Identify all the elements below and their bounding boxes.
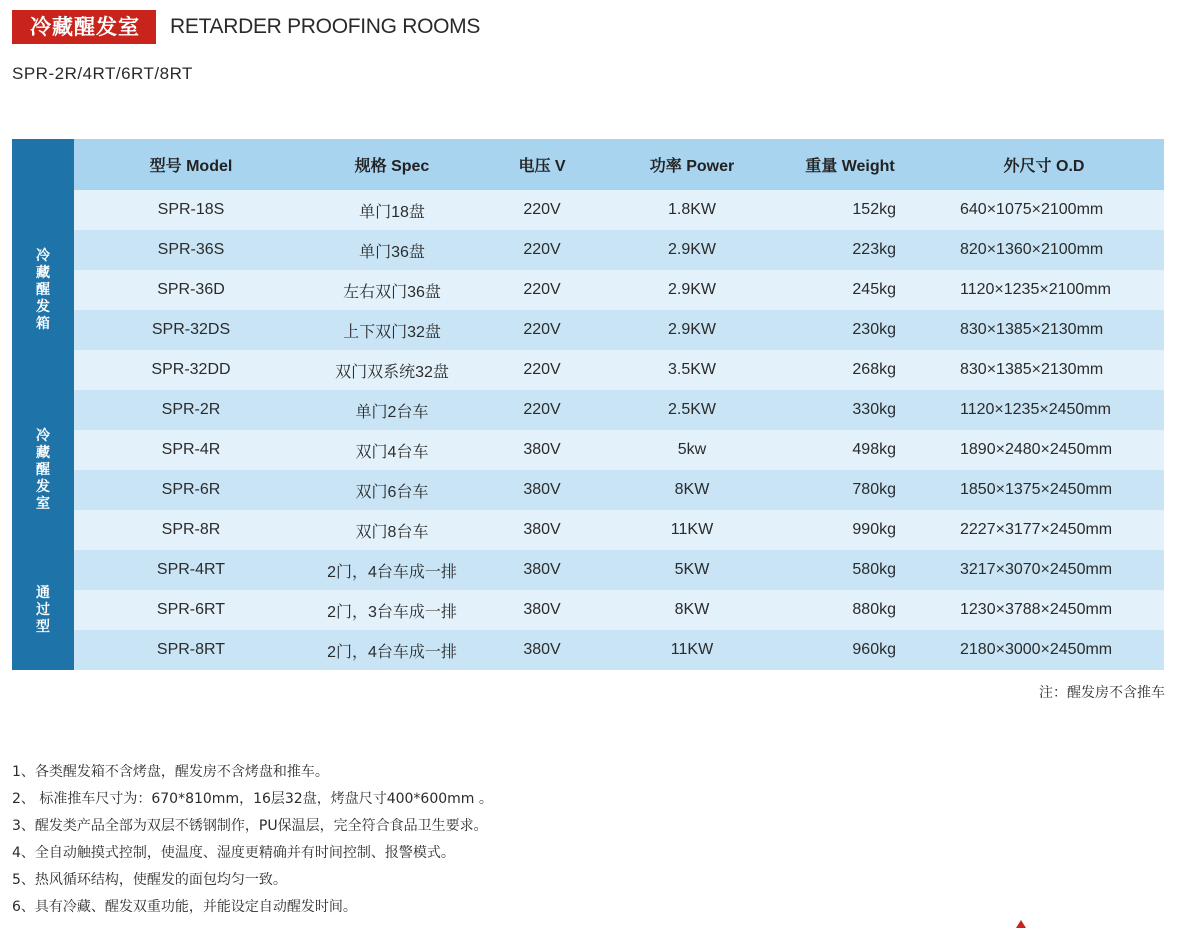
weight-cell: 230kg [776, 310, 924, 350]
note-item: 3、醒发类产品全部为双层不锈钢制作，PU保温层，完全符合食品卫生要求。 [12, 818, 488, 834]
weight-cell: 245kg [776, 270, 924, 310]
voltage-cell: 220V [476, 190, 608, 230]
spec-cell: 2门，4台车成一排 [308, 630, 476, 670]
model-cell: SPR-8RT [74, 630, 308, 670]
weight-cell: 990kg [776, 510, 924, 550]
spec-table [12, 139, 1164, 670]
dimensions-cell: 2180×3000×2450mm [924, 630, 1164, 670]
spec-cell: 单门2台车 [308, 390, 476, 430]
group-label [12, 550, 74, 670]
table-row [12, 510, 1164, 550]
table-row [12, 550, 1164, 590]
group-label [12, 190, 74, 390]
header-corner [12, 139, 74, 190]
notes-list [12, 762, 493, 924]
page-title-cn: 冷藏醒发室 [12, 10, 156, 44]
weight-cell: 960kg [776, 630, 924, 670]
model-cell: SPR-36S [74, 230, 308, 270]
column-header: 外尺寸 O.D [924, 139, 1164, 190]
column-header: 电压 V [476, 139, 608, 190]
spec-cell: 左右双门36盘 [308, 270, 476, 310]
weight-cell: 780kg [776, 470, 924, 510]
model-cell: SPR-32DS [74, 310, 308, 350]
weight-cell: 880kg [776, 590, 924, 630]
group-label-text: 冷藏醒发箱 [36, 247, 50, 332]
table-row [12, 470, 1164, 510]
power-cell: 2.9KW [608, 270, 776, 310]
power-cell: 8KW [608, 590, 776, 630]
page-title-en: RETARDER PROOFING ROOMS [170, 15, 481, 38]
power-cell: 5kw [608, 430, 776, 470]
dimensions-cell: 640×1075×2100mm [924, 190, 1164, 230]
model-cell: SPR-32DD [74, 350, 308, 390]
dimensions-cell: 1120×1235×2450mm [924, 390, 1164, 430]
table-row [12, 390, 1164, 430]
model-cell: SPR-4R [74, 430, 308, 470]
table-row [12, 230, 1164, 270]
voltage-cell: 380V [476, 430, 608, 470]
group-label [12, 390, 74, 550]
note-item: 5、热风循环结构，使醒发的面包均匀一致。 [12, 872, 287, 888]
note-item: 6、具有冷藏、醒发双重功能，并能设定自动醒发时间。 [12, 899, 357, 915]
power-cell: 5KW [608, 550, 776, 590]
spec-cell: 双门双系统32盘 [308, 350, 476, 390]
weight-cell: 580kg [776, 550, 924, 590]
column-header: 型号 Model [74, 139, 308, 190]
weight-cell: 223kg [776, 230, 924, 270]
dimensions-cell: 1230×3788×2450mm [924, 590, 1164, 630]
table-header-row [12, 139, 1164, 190]
voltage-cell: 380V [476, 470, 608, 510]
model-cell: SPR-36D [74, 270, 308, 310]
table-row [12, 350, 1164, 390]
table-row [12, 190, 1164, 230]
voltage-cell: 220V [476, 390, 608, 430]
note-item: 1、各类醒发箱不含烤盘，醒发房不含烤盘和推车。 [12, 764, 329, 780]
column-header: 重量 Weight [776, 139, 924, 190]
voltage-cell: 220V [476, 270, 608, 310]
dimensions-cell: 1120×1235×2100mm [924, 270, 1164, 310]
model-cell: SPR-4RT [74, 550, 308, 590]
power-cell: 2.5KW [608, 390, 776, 430]
dimensions-cell: 1890×2480×2450mm [924, 430, 1164, 470]
group-label-text: 通过型 [36, 584, 50, 635]
footnote: 注：醒发房不含推车 [1039, 685, 1165, 701]
dimensions-cell: 3217×3070×2450mm [924, 550, 1164, 590]
spec-cell: 双门6台车 [308, 470, 476, 510]
table-row [12, 270, 1164, 310]
spec-cell: 单门36盘 [308, 230, 476, 270]
voltage-cell: 380V [476, 550, 608, 590]
voltage-cell: 380V [476, 590, 608, 630]
power-cell: 1.8KW [608, 190, 776, 230]
voltage-cell: 380V [476, 510, 608, 550]
model-cell: SPR-18S [74, 190, 308, 230]
table-row [12, 430, 1164, 470]
note-item: 4、全自动触摸式控制，使温度、湿度更精确并有时间控制、报警模式。 [12, 845, 455, 861]
model-list: SPR-2R/4RT/6RT/8RT [12, 64, 193, 83]
column-header: 功率 Power [608, 139, 776, 190]
model-cell: SPR-8R [74, 510, 308, 550]
model-cell: SPR-6RT [74, 590, 308, 630]
weight-cell: 498kg [776, 430, 924, 470]
group-label-text: 冷藏醒发室 [36, 427, 50, 512]
dimensions-cell: 830×1385×2130mm [924, 310, 1164, 350]
power-cell: 11KW [608, 630, 776, 670]
spec-cell: 双门4台车 [308, 430, 476, 470]
power-cell: 3.5KW [608, 350, 776, 390]
spec-cell: 2门，4台车成一排 [308, 550, 476, 590]
spec-cell: 2门，3台车成一排 [308, 590, 476, 630]
power-cell: 2.9KW [608, 310, 776, 350]
title-bar [12, 10, 480, 44]
dimensions-cell: 830×1385×2130mm [924, 350, 1164, 390]
dimensions-cell: 820×1360×2100mm [924, 230, 1164, 270]
weight-cell: 152kg [776, 190, 924, 230]
voltage-cell: 380V [476, 630, 608, 670]
voltage-cell: 220V [476, 310, 608, 350]
voltage-cell: 220V [476, 230, 608, 270]
note-item: 2、 标准推车尺寸为：670*810mm，16层32盘，烤盘尺寸400*600mm 。 [12, 791, 493, 807]
red-triangle-mark [1016, 920, 1026, 928]
table-row [12, 590, 1164, 630]
dimensions-cell: 2227×3177×2450mm [924, 510, 1164, 550]
model-cell: SPR-6R [74, 470, 308, 510]
spec-cell: 上下双门32盘 [308, 310, 476, 350]
weight-cell: 330kg [776, 390, 924, 430]
spec-cell: 双门8台车 [308, 510, 476, 550]
model-cell: SPR-2R [74, 390, 308, 430]
table-row [12, 630, 1164, 670]
spec-cell: 单门18盘 [308, 190, 476, 230]
power-cell: 8KW [608, 470, 776, 510]
voltage-cell: 220V [476, 350, 608, 390]
power-cell: 2.9KW [608, 230, 776, 270]
power-cell: 11KW [608, 510, 776, 550]
table-row [12, 310, 1164, 350]
weight-cell: 268kg [776, 350, 924, 390]
dimensions-cell: 1850×1375×2450mm [924, 470, 1164, 510]
column-header: 规格 Spec [308, 139, 476, 190]
